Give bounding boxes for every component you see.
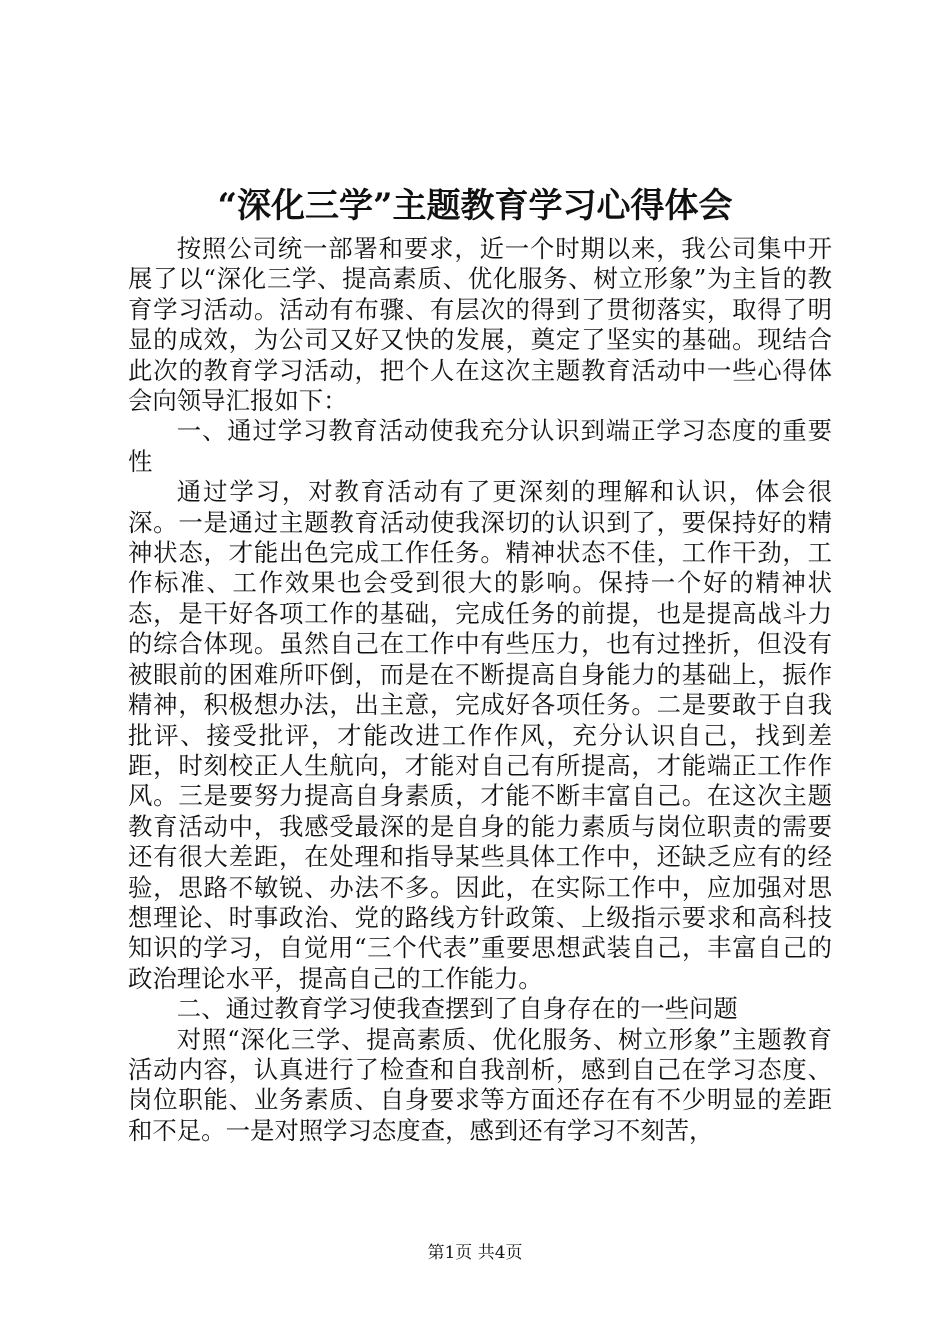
page-footer: 第1页 共4页 [427, 1243, 523, 1263]
document-body [128, 234, 832, 1146]
document-title: “深化三学”主题教育学习心得体会 [217, 186, 733, 226]
paragraph-intro: 按照公司统一部署和要求，近一个时期以来，我公司集中开展了以“深化三学、提高素质、优化服务、树立形象”为主旨的教育学习活动。活动有布骤、有层次的得到了贯彻落实，取得了明显的成效，为公司又好又快的发展，奠定了坚实的基础。现结合此次的教育学习活动，把个人在这次主题教育活动中一些心得体会向领导汇报如下： [128, 234, 832, 416]
paragraph-section-1: 通过学习，对教育活动有了更深刻的理解和认识，体会很深。一是通过主题教育活动使我深切的认识到了，要保持好的精神状态，才能出色完成工作任务。精神状态不佳，工作干劲，工作标准、工作效果也会受到很大的影响。保持一个好的精神状态，是干好各项工作的基础，完成任务的前提，也是提高战斗力的综合体现。虽然自己在工作中有些压力，也有过挫折，但没有被眼前的困难所吓倒，而是在不断提高自身能力的基础上，振作精神，积极想办法，出主意，完成好各项任务。二是要敢于自我批评、接受批评，才能改进工作作风，充分认识自己，找到差距，时刻校正人生航向，才能对自己有所提高，才能端正工作作风。三是要努力提高自身素质，才能不断丰富自己。在这次主题教育活动中，我感受最深的是自身的能力素质与岗位职责的需要还有很大差距，在处理和指导某些具体工作中，还缺乏应有的经验，思路不敏锐、办法不多。因此，在实际工作中，应加强对思想理论、时事政治、党的路线方针政策、上级指示要求和高科技知识的学习，自觉用“三个代表”重要思想武装自己，丰富自己的政治理论水平，提高自己的工作能力。 [128, 477, 832, 993]
paragraph-section-2: 对照“深化三学、提高素质、优化服务、树立形象”主题教育活动内容，认真进行了检查和自我剖析，感到自己在学习态度、岗位职能、业务素质、自身要求等方面还存在有不少明显的差距和不足。一是对照学习态度查，感到还有学习不刻苦， [128, 1024, 832, 1145]
section-heading-2: 二、通过教育学习使我查摆到了自身存在的一些问题 [176, 994, 738, 1024]
section-heading-1: 一、通过学习教育活动使我充分认识到端正学习态度的重要性 [128, 416, 832, 476]
